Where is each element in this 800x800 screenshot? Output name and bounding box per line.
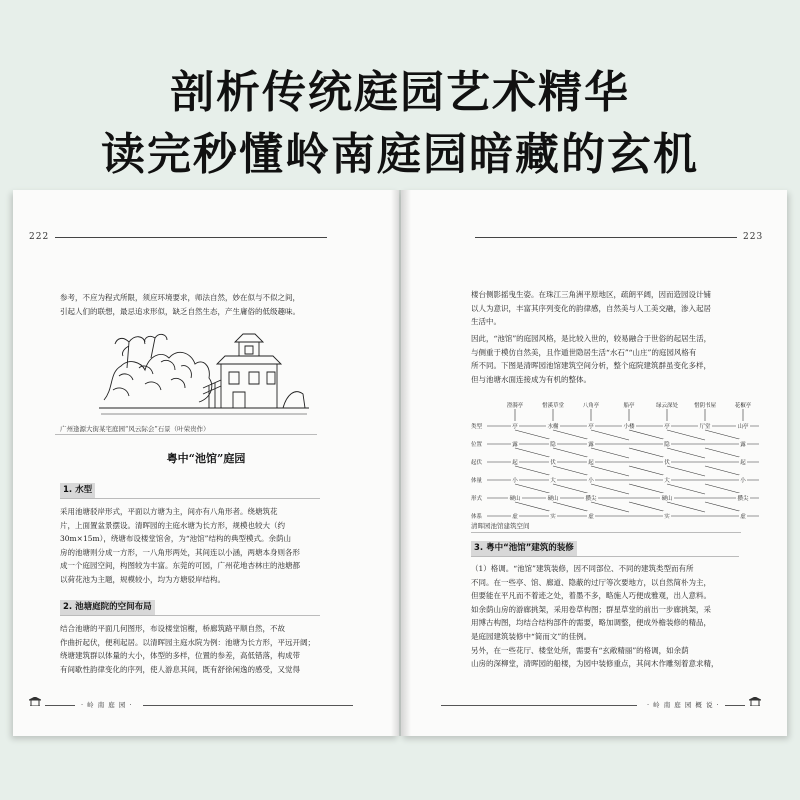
garden-rockery-illustration [99, 328, 309, 418]
diagram-cell: 露 [588, 442, 594, 448]
diagram-cell: 小 [740, 478, 746, 484]
diagram-diagonal [553, 430, 591, 440]
diagram-cell: 亭 [664, 424, 670, 430]
diagram-column-header: 花椒亭 [734, 403, 752, 409]
left-intro-text: 参考，不应为程式所限，须应环境要求，师法自然，妙在似与不似之间， 引起人们的联想，最忌追求形似，缺乏自然生态，产生庸俗的低级趣味。 [60, 293, 300, 316]
pavilion-icon [29, 697, 41, 706]
diagram-diagonal [515, 430, 553, 440]
subsection-heading-water-type: 1. 水型 [60, 483, 95, 498]
diagram-diagonal [553, 502, 591, 512]
diagram-row-label: 体量 [471, 478, 483, 484]
diagram-diagonal [629, 484, 667, 494]
right-header-rule [475, 237, 737, 238]
space-layout-text: 结合池塘的平面几何图形，布设楼堂馆榭，桥廊筑路平顺自然，不故 作曲折起伏，便利起居。以清晖园主庭水院为例：池塘为长方形，平远开阔； 绕塘建筑群以体量的大小，体型的多样，位置的参差，高低错落，构成带 有间歇性韵律变化的序列，使人游息其间，既有舒徐闲逸的感受，又觉得 [60, 624, 315, 674]
diagram-cell: 亭 [512, 424, 518, 430]
open-book [13, 190, 787, 736]
diagram-cell: 硬山 [509, 496, 521, 502]
diagram-column-header: 绿云深处 [655, 403, 679, 409]
diagram-cell: 水榭 [547, 424, 559, 430]
diagram-diagonal [667, 430, 705, 440]
subsection-heading-decoration: 3. 粤中“池馆”建筑的装修 [471, 541, 577, 556]
left-header-rule [55, 237, 327, 238]
diagram-cell: 实 [664, 514, 670, 520]
caption-rule [55, 434, 317, 435]
diagram-row-label: 类型 [471, 424, 483, 430]
diagram-cell: 小 [588, 478, 594, 484]
diagram-diagonal [667, 466, 705, 476]
left-footer-title: · 岭 南 庭 园 · [81, 701, 133, 709]
diagram-row-label: 起伏 [471, 460, 483, 466]
right-footer-title: · 岭 南 庭 园 概 说 · [647, 701, 720, 709]
diagram-cell: 虚 [512, 514, 518, 520]
diagram-cell: 攒尖 [737, 496, 749, 502]
diagram-cell: 露 [512, 442, 518, 448]
diagram-diagonal [553, 466, 591, 476]
diagram-diagonal [667, 502, 705, 512]
diagram-diagonal [705, 448, 743, 458]
diagram-cell: 露 [740, 442, 746, 448]
diagram-cell: 虚 [740, 514, 746, 520]
diagram-diagonal [705, 430, 743, 440]
diagram-row-label: 体系 [471, 514, 483, 520]
diagram-diagonal [591, 484, 629, 494]
diagram-column-header: 船亭 [623, 403, 635, 409]
diagram-row-label: 位置 [471, 442, 483, 448]
left-page [13, 190, 399, 736]
diagram-cell: 硬山 [661, 496, 673, 502]
banner-title-line1: 剖析传统庭园艺术精华 [170, 67, 630, 118]
diagram-column-header: 八角亭 [582, 403, 600, 409]
space-analysis-diagram [469, 398, 769, 526]
diagram-cell: 山亭 [737, 424, 749, 430]
diagram-diagonal [705, 484, 743, 494]
diagram-diagonal [629, 448, 667, 458]
right-para2-text: 因此，“池馆”的庭园风格，是比较入世的，较易融合于世俗的起居生活， 与侧重于模仿自然美，且作遁世隐居生活“水石”“山庄”的庭园风格有 所不同。下图是清晖园池馆建筑空间分析，整个庭院建筑群虽变化多样， 但与池塘水面连接成为有机的整体。 [471, 334, 712, 384]
diagram-diagonal [705, 466, 743, 476]
water-type-text: 采用池塘驳岸形式，平面以方塘为主，间亦有八角形者。绕塘筑花 片，上面置盆景摆设。清晖园的主庭水塘为长方形，规模也较大（约 30m×15m），绕塘布设楼堂馆舍，为“池馆”结构的典型模式。余荫山 房的池塘则分成一方形，一八角形两处，其间连以小涵，两塘本身则各形 成一个庭园空间，构图较为丰富。东莞的可园，广州花地杏林庄的池塘都 以荷花池为主题，规模较小，均为方塘驳岸结构。 [60, 507, 300, 584]
diagram-diagonal [553, 448, 591, 458]
diagram-diagonal [515, 502, 553, 512]
diagram-diagonal [629, 430, 667, 440]
right-intro-text: 楼台侧影摇曳生姿。在珠江三角洲平原地区，疏朗平阔，因而造园设计铺 以人为意识，丰富其序列变化的韵律感，自然美与人工美交融，渗入起居 生活中。 [471, 290, 711, 327]
diagram-diagonal [591, 466, 629, 476]
diagram-cell: 伏 [664, 460, 670, 466]
left-page-number: 222 [29, 232, 50, 242]
diagram-caption: 清晖园池馆建筑空间 [471, 522, 530, 530]
right-page-number: 223 [743, 232, 764, 242]
diagram-diagonal [705, 502, 743, 512]
diagram-cell: 伏 [550, 460, 556, 466]
banner-title-line2: 读完秒懂岭南庭园暗藏的玄机 [101, 129, 699, 180]
diagram-column-header: 惜溪草堂 [541, 403, 565, 409]
diagram-diagonal [667, 448, 705, 458]
diagram-cell: 大 [664, 478, 670, 484]
diagram-column-header: 惜阴书屋 [693, 403, 717, 409]
diagram-cell: 小楼 [623, 424, 635, 430]
diagram-cell: 起 [588, 460, 594, 466]
diagram-cell: 隐 [550, 442, 556, 448]
pavilion-icon [749, 697, 761, 706]
diagram-column-header: 澄漪亭 [506, 403, 524, 409]
right-page [401, 190, 787, 736]
diagram-cell: 实 [550, 514, 556, 520]
diagram-row-label: 形式 [471, 496, 483, 502]
section-title: 粤中“池馆”庭园 [166, 452, 246, 465]
diagram-cell: 小 [512, 478, 518, 484]
diagram-diagonal [515, 466, 553, 476]
decoration-text: （1）格调。“池馆”建筑装修，因不同部位、不同的建筑类型而有所 不同。在一些亭、馆、廊道、隐蔽的过厅等次要地方，以自然简朴为主， 但要能在平凡而不着迹之处，着墨不多，略施人巧便成雅观，出人意料。 如余荫山房的游廊挑架，采用卷草构图；群星草堂的前出一步廊挑架，采 用博古构图，均结合结构部件的需要，略加调整，便成外檐装修的精品， 是庭园建筑装修中“简而文”的佳例。 另外，在一些花厅、楼堂处所，需要有“玄敞精丽”的格调，如余荫 山房的深柳堂，清晖园的船楼，为园中装修重点，其间木作雕刻着意求精， [471, 564, 719, 669]
diagram-cell: 亭 [588, 424, 594, 430]
diagram-cell: 虚 [588, 514, 594, 520]
diagram-diagonal [629, 466, 667, 476]
diagram-cell: 硬山 [547, 496, 559, 502]
diagram-cell: 大 [550, 478, 556, 484]
subsection-heading-space-layout: 2. 池塘庭院的空间布局 [60, 600, 155, 615]
diagram-diagonal [515, 448, 553, 458]
diagram-diagonal [591, 430, 629, 440]
diagram-cell: 攒尖 [585, 496, 597, 502]
diagram-diagonal [667, 484, 705, 494]
diagram-diagonal [515, 484, 553, 494]
diagram-diagonal [553, 484, 591, 494]
book-gutter [391, 190, 411, 736]
diagram-cell: 厅堂 [699, 424, 711, 430]
diagram-cell: 起 [512, 460, 518, 466]
diagram-cell: 起 [740, 460, 746, 466]
diagram-diagonal [629, 502, 667, 512]
diagram-diagonal [591, 502, 629, 512]
diagram-cell: 隐 [664, 442, 670, 448]
illustration-caption: 广州逢源大街某宅庭园“风云际会”石景（叶荣贵作） [60, 425, 210, 433]
diagram-diagonal [591, 448, 629, 458]
